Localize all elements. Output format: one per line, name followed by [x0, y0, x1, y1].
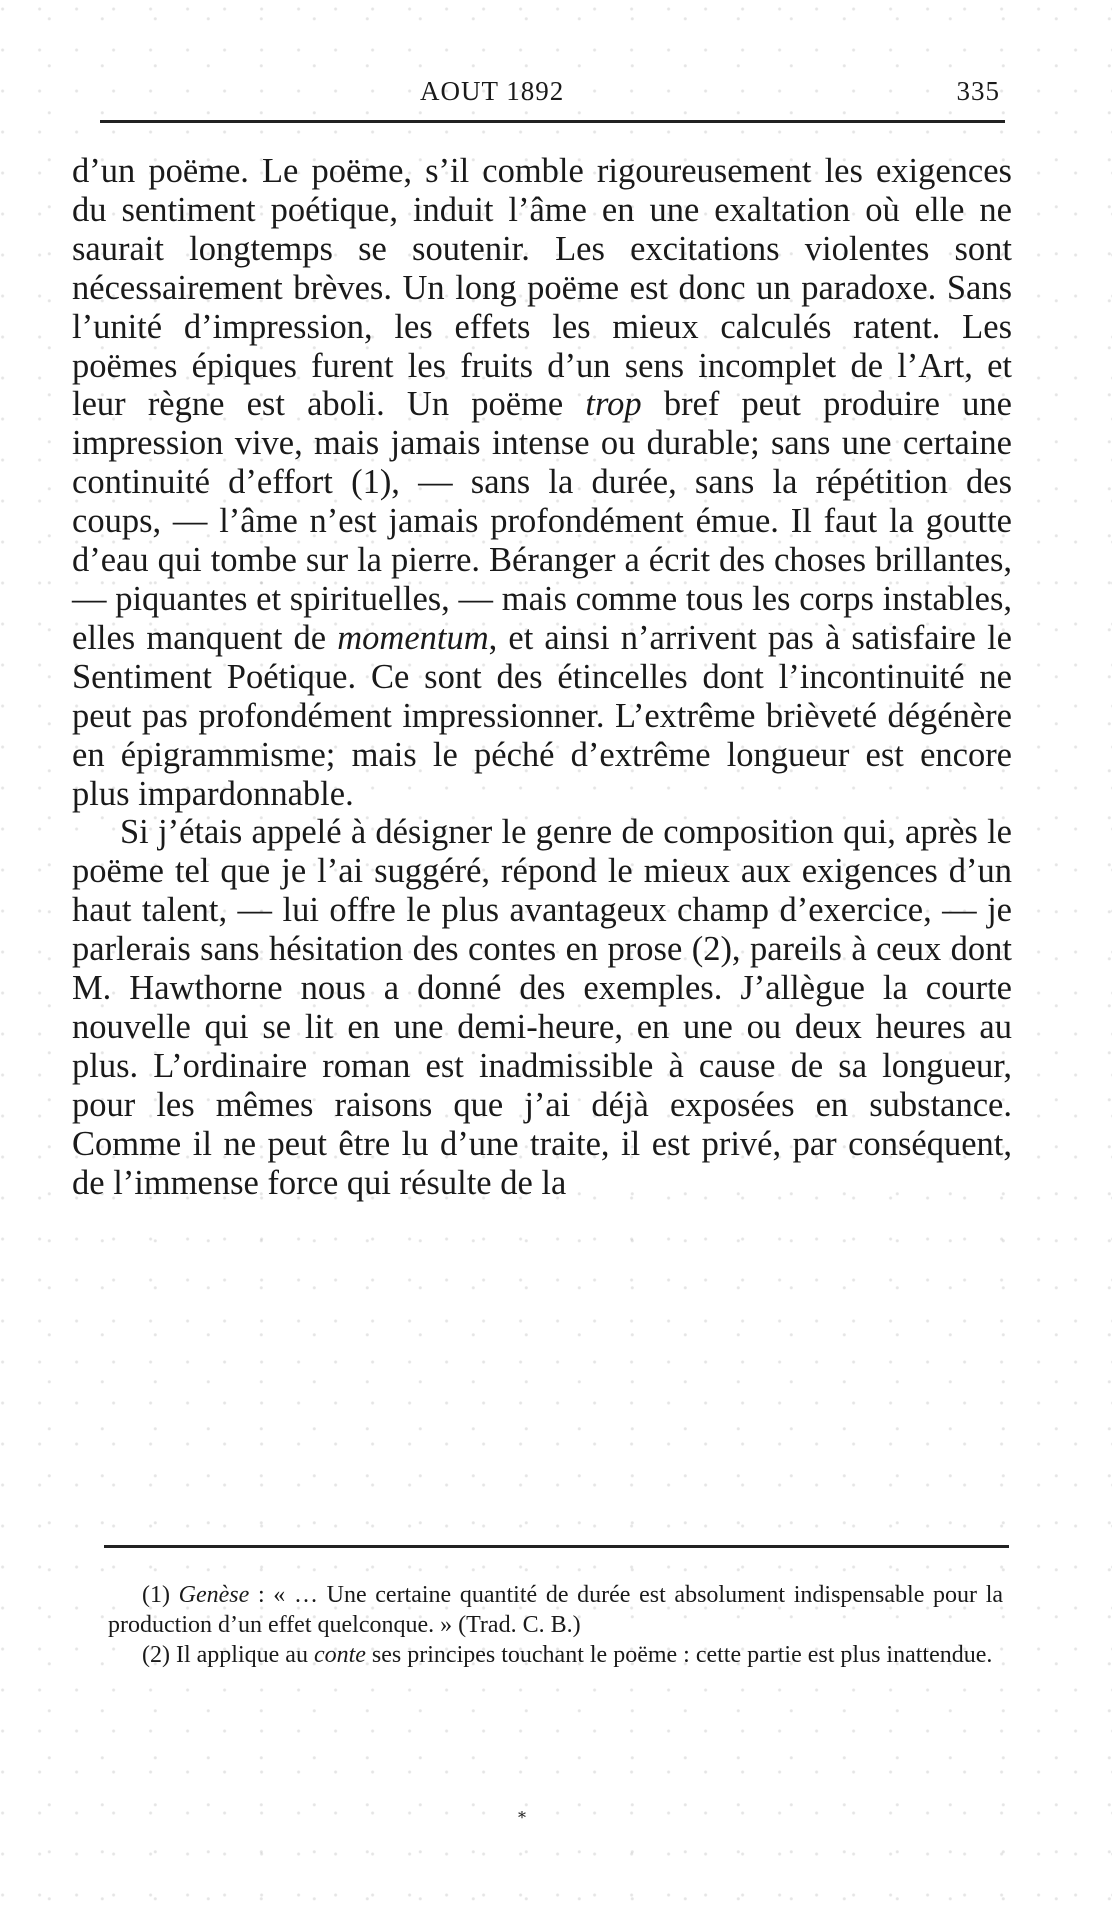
main-text [72, 152, 1012, 1202]
p1-text-a: d’un poëme. Le poëme, s’il comble rigoureusement les exigences du sentiment poétique, induit l’âme en une exaltation où elle ne saurait longtemps se soutenir. Les excitations violentes sont nécessairement brèves. Un long poëme est donc un paradoxe. Sans l’unité d’impression, les effets les mieux calculés ratent. Les poëmes épiques furent les fruits d’un sens incomplet de l’Art, et leur règne est aboli. Un poëme [72, 152, 1012, 424]
footnote-2-text-b: ses principes touchant le poëme : cette partie est plus inattendue. [365, 1642, 993, 1668]
page-number: 335 [956, 76, 1000, 106]
p1-text-c: , et ainsi n’arrivent pas à satisfaire le Sentiment Poétique. Ce sont des étincelles dont l’incontinuité ne peut pas profondément impressionner. L’extrême brièveté dégénère en épigrammisme; mais le péché d’extrême longueur est encore plus impardonnable. [72, 618, 1012, 813]
footnote-rule [104, 1545, 1009, 1548]
p1-italic-momentum: momentum [337, 618, 489, 657]
bottom-ornament: * [518, 1808, 526, 1827]
p1-italic-trop: trop [585, 385, 642, 424]
running-header [100, 72, 1000, 112]
footnotes [108, 1580, 1003, 1670]
footnote-1-text: : « … Une certaine quantité de durée est absolument indispensable pour la production d’un effet quelconque. » (Trad. C. B.) [108, 1582, 1004, 1638]
p1-text-b: bref peut produire une impression vive, mais jamais intense ou durable; sans une certaine continuité d’effort (1), — sans la durée, sans la répétition des coups, — l’âme n’est jamais profondément émue. Il faut la goutte d’eau qui tombe sur la pierre. Béranger a écrit des choses brillantes, — piquantes et spirituelles, — mais comme tous les corps instables, elles manquent de [72, 385, 1012, 657]
footnote-1-marker: (1) [142, 1582, 179, 1608]
footnote-1-source: Genèse [178, 1582, 250, 1608]
footnote-2-italic-conte: conte [313, 1642, 366, 1668]
footnote-2 [108, 1640, 1003, 1670]
footnote-2-text-a: (2) Il applique au [142, 1642, 314, 1668]
paragraph-1 [72, 152, 1012, 813]
header-rule [100, 120, 1005, 123]
running-title: AOUT 1892 [420, 76, 565, 106]
paragraph-2: Si j’étais appelé à désigner le genre de composition qui, après le poëme tel que je l’ai suggéré, répond le mieux aux exigences d’un haut talent, — lui offre le plus avantageux champ d’exercice, — je parlerais sans hésitation des contes en prose (2), pareils à ceux dont M. Hawthorne nous a donné des exemples. J’allègue la courte nouvelle qui se lit en une demi-heure, en une ou deux heures au plus. L’ordinaire roman est inadmissible à cause de sa longueur, pour les mêmes raisons que j’ai déjà exposées en substance. Comme il ne peut être lu d’une traite, il est privé, par conséquent, de l’immense force qui résulte de la [72, 813, 1012, 1202]
footnote-1 [108, 1580, 1003, 1640]
